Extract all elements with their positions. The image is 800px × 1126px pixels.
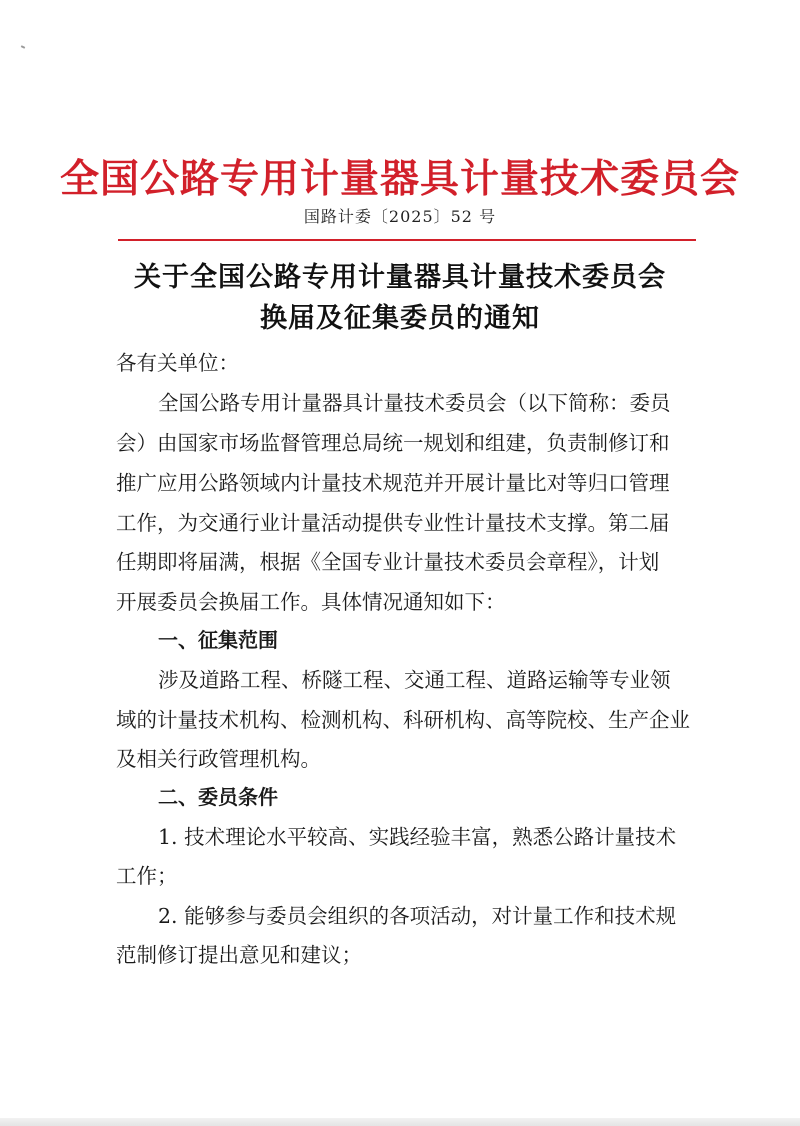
intro-line-3: 推广应用公路领域内计量技术规范并开展计量比对等归口管理 (116, 471, 670, 495)
intro-line-6: 开展委员会换届工作。具体情况通知如下： (116, 590, 506, 614)
scan-bottom-edge (0, 1118, 800, 1126)
notice-title-line-2: 换届及征集委员的通知 (260, 303, 540, 334)
section-2-line-1: 1. 技术理论水平较高、实践经验丰富，熟悉公路计量技术 (158, 825, 677, 849)
section-2-line-4: 范制修订提出意见和建议； (116, 943, 362, 967)
intro-line-2: 会）由国家市场监督管理总局统一规划和组建，负责制修订和 (116, 431, 670, 455)
notice-title-line-1: 关于全国公路专用计量器具计量技术委员会 (134, 262, 666, 293)
intro-line-4: 工作，为交通行业计量活动提供专业性计量技术支撑。第二届 (116, 511, 670, 535)
section-2-heading: 二、委员条件 (158, 785, 278, 809)
intro-line-1: 全国公路专用计量器具计量技术委员会（以下简称：委员 (158, 391, 671, 415)
red-header-rule (118, 239, 696, 241)
salutation: 各有关单位： (116, 351, 239, 375)
section-1-heading: 一、征集范围 (158, 628, 278, 652)
scan-speck (21, 45, 25, 49)
section-2-line-3: 2. 能够参与委员会组织的各项活动，对计量工作和技术规 (158, 904, 677, 928)
document-number: 国路计委〔2025〕52 号 (303, 207, 497, 226)
section-1-line-2: 域的计量技术机构、检测机构、科研机构、高等院校、生产企业 (116, 708, 690, 732)
intro-line-5: 任期即将届满，根据《全国专业计量技术委员会章程》，计划 (116, 550, 660, 574)
section-1-line-3: 及相关行政管理机构。 (116, 747, 321, 771)
organization-title: 全国公路专用计量器具计量技术委员会 (59, 156, 740, 202)
section-2-line-2: 工作； (116, 864, 178, 888)
section-1-line-1: 涉及道路工程、桥隧工程、交通工程、道路运输等专业领 (158, 668, 671, 692)
